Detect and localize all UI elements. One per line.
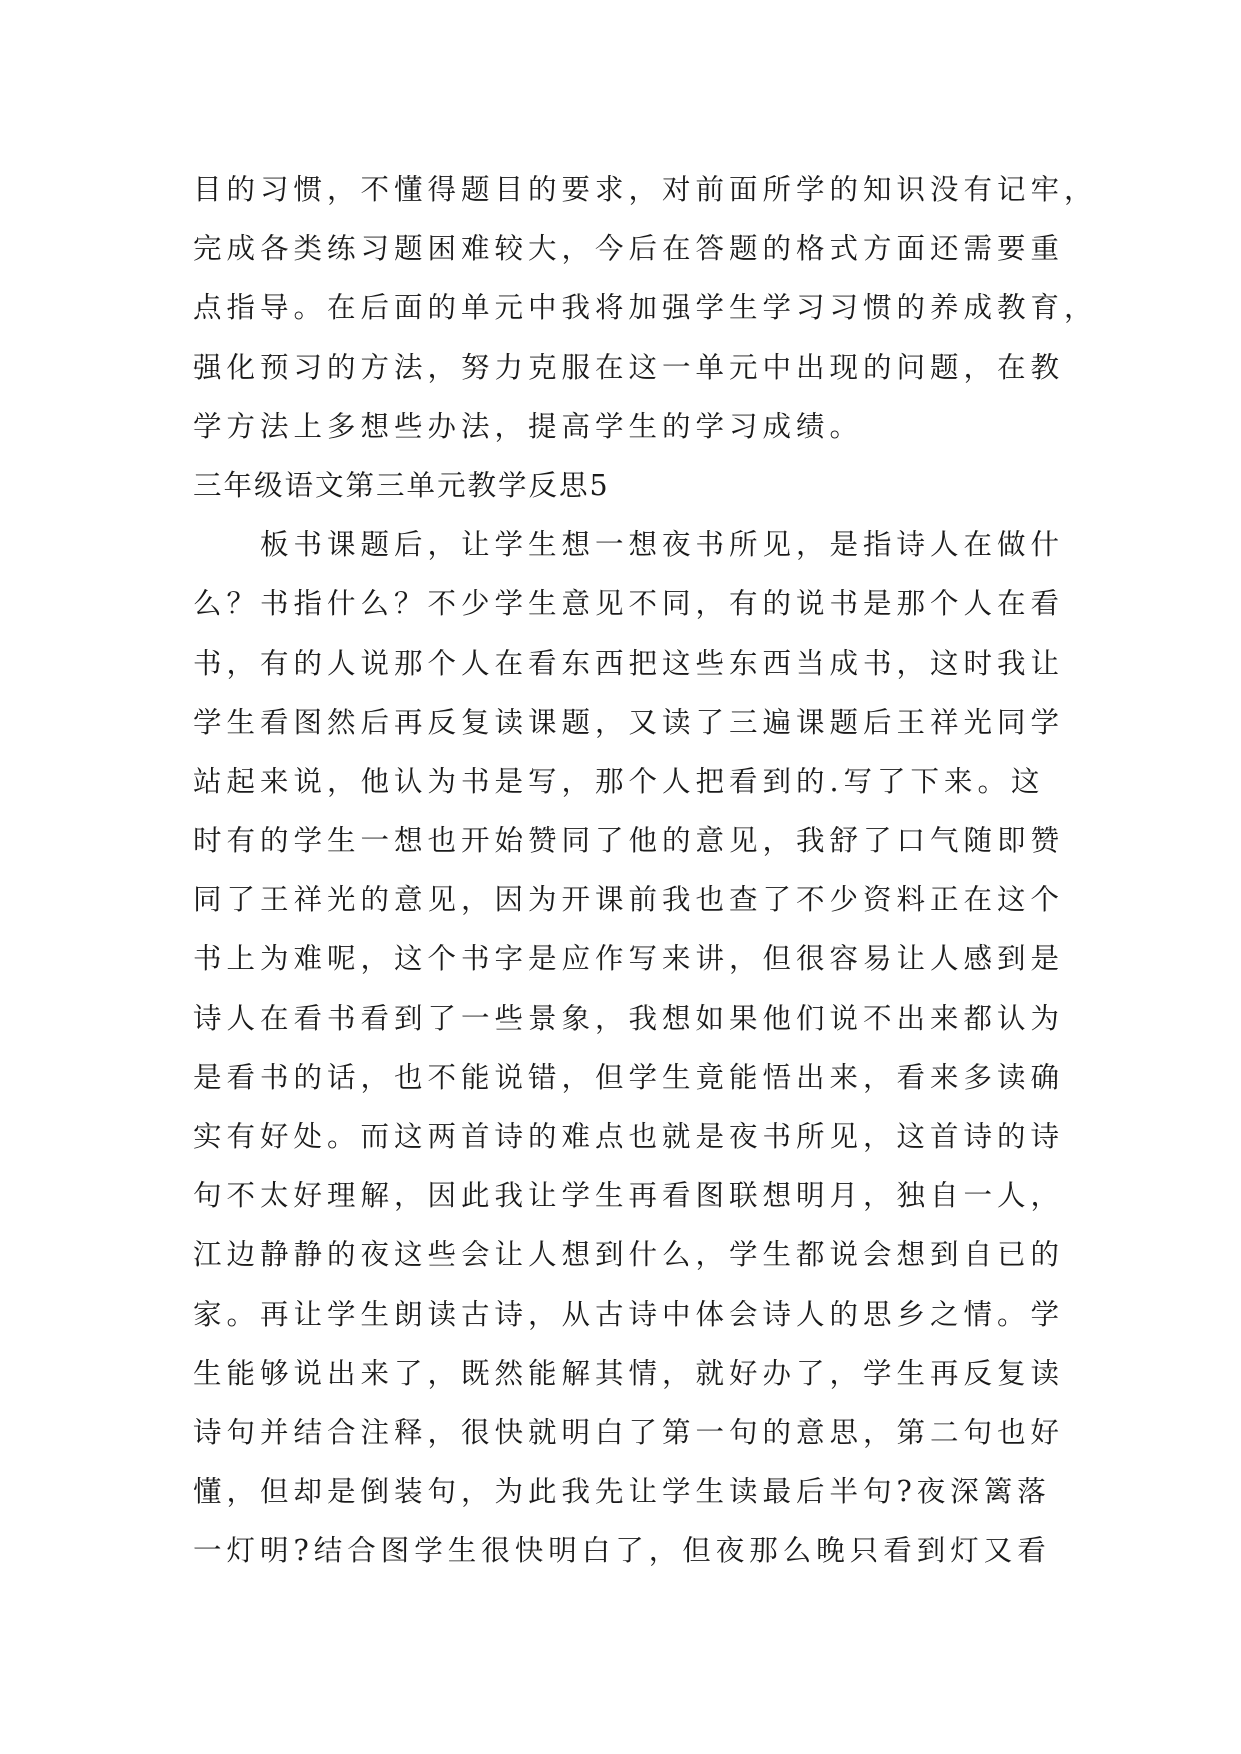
- body-line: 学生看图然后再反复读课题，又读了三遍课题后王祥光同学: [193, 705, 1065, 739]
- body-line: 时有的学生一想也开始赞同了他的意见，我舒了口气随即赞: [193, 824, 1065, 858]
- document-body: [193, 160, 1098, 1581]
- paragraph-first-line: 板书课题后，让学生想一想夜书所见，是指诗人在做什: [260, 528, 1065, 562]
- body-line: 一灯明?结合图学生很快明白了，但夜那么晚只看到灯又看: [193, 1534, 1051, 1568]
- body-line: 目的习惯，不懂得题目的要求，对前面所学的知识没有记牢，: [193, 173, 1098, 206]
- body-line: 同了王祥光的意见，因为开课前我也查了不少资料正在这个: [193, 883, 1065, 917]
- body-line: 学方法上多想些办法，提高学生的学习成绩。: [193, 409, 864, 443]
- body-line: 家。再让学生朗读古诗，从古诗中体会诗人的思乡之情。学: [193, 1297, 1065, 1331]
- body-line: 么？书指什么？不少学生意见不同，有的说书是那个人在看: [193, 587, 1065, 621]
- body-line: 是看书的话，也不能说错，但学生竟能悟出来，看来多读确: [193, 1060, 1065, 1094]
- body-line: 完成各类练习题困难较大，今后在答题的格式方面还需要重: [193, 232, 1065, 266]
- body-line: 生能够说出来了，既然能解其情，就好办了，学生再反复读: [193, 1356, 1065, 1390]
- body-line: 书上为难呢，这个书字是应作写来讲，但很容易让人感到是: [193, 942, 1065, 976]
- body-line: 点指导。在后面的单元中我将加强学生学习习惯的养成教育，: [193, 291, 1098, 325]
- body-line: 懂，但却是倒装句，为此我先让学生读最后半句?夜深篱落: [193, 1475, 1051, 1509]
- body-line: 站起来说，他认为书是写，那个人把看到的.写了下来。这: [193, 764, 1045, 798]
- section-heading: 三年级语文第三单元教学反思5: [193, 468, 610, 502]
- body-line: 强化预习的方法，努力克服在这一单元中出现的问题，在教: [193, 350, 1065, 384]
- body-line: 实有好处。而这两首诗的难点也就是夜书所见，这首诗的诗: [193, 1120, 1065, 1153]
- body-line: 诗句并结合注释，很快就明白了第一句的意思，第二句也好: [193, 1415, 1065, 1449]
- body-line: 书，有的人说那个人在看东西把这些东西当成书，这时我让: [193, 646, 1065, 680]
- body-line: 诗人在看书看到了一些景象，我想如果他们说不出来都认为: [193, 1001, 1065, 1035]
- body-line: 句不太好理解，因此我让学生再看图联想明月，独自一人，: [193, 1179, 1065, 1213]
- body-line: 江边静静的夜这些会让人想到什么，学生都说会想到自已的: [193, 1238, 1065, 1272]
